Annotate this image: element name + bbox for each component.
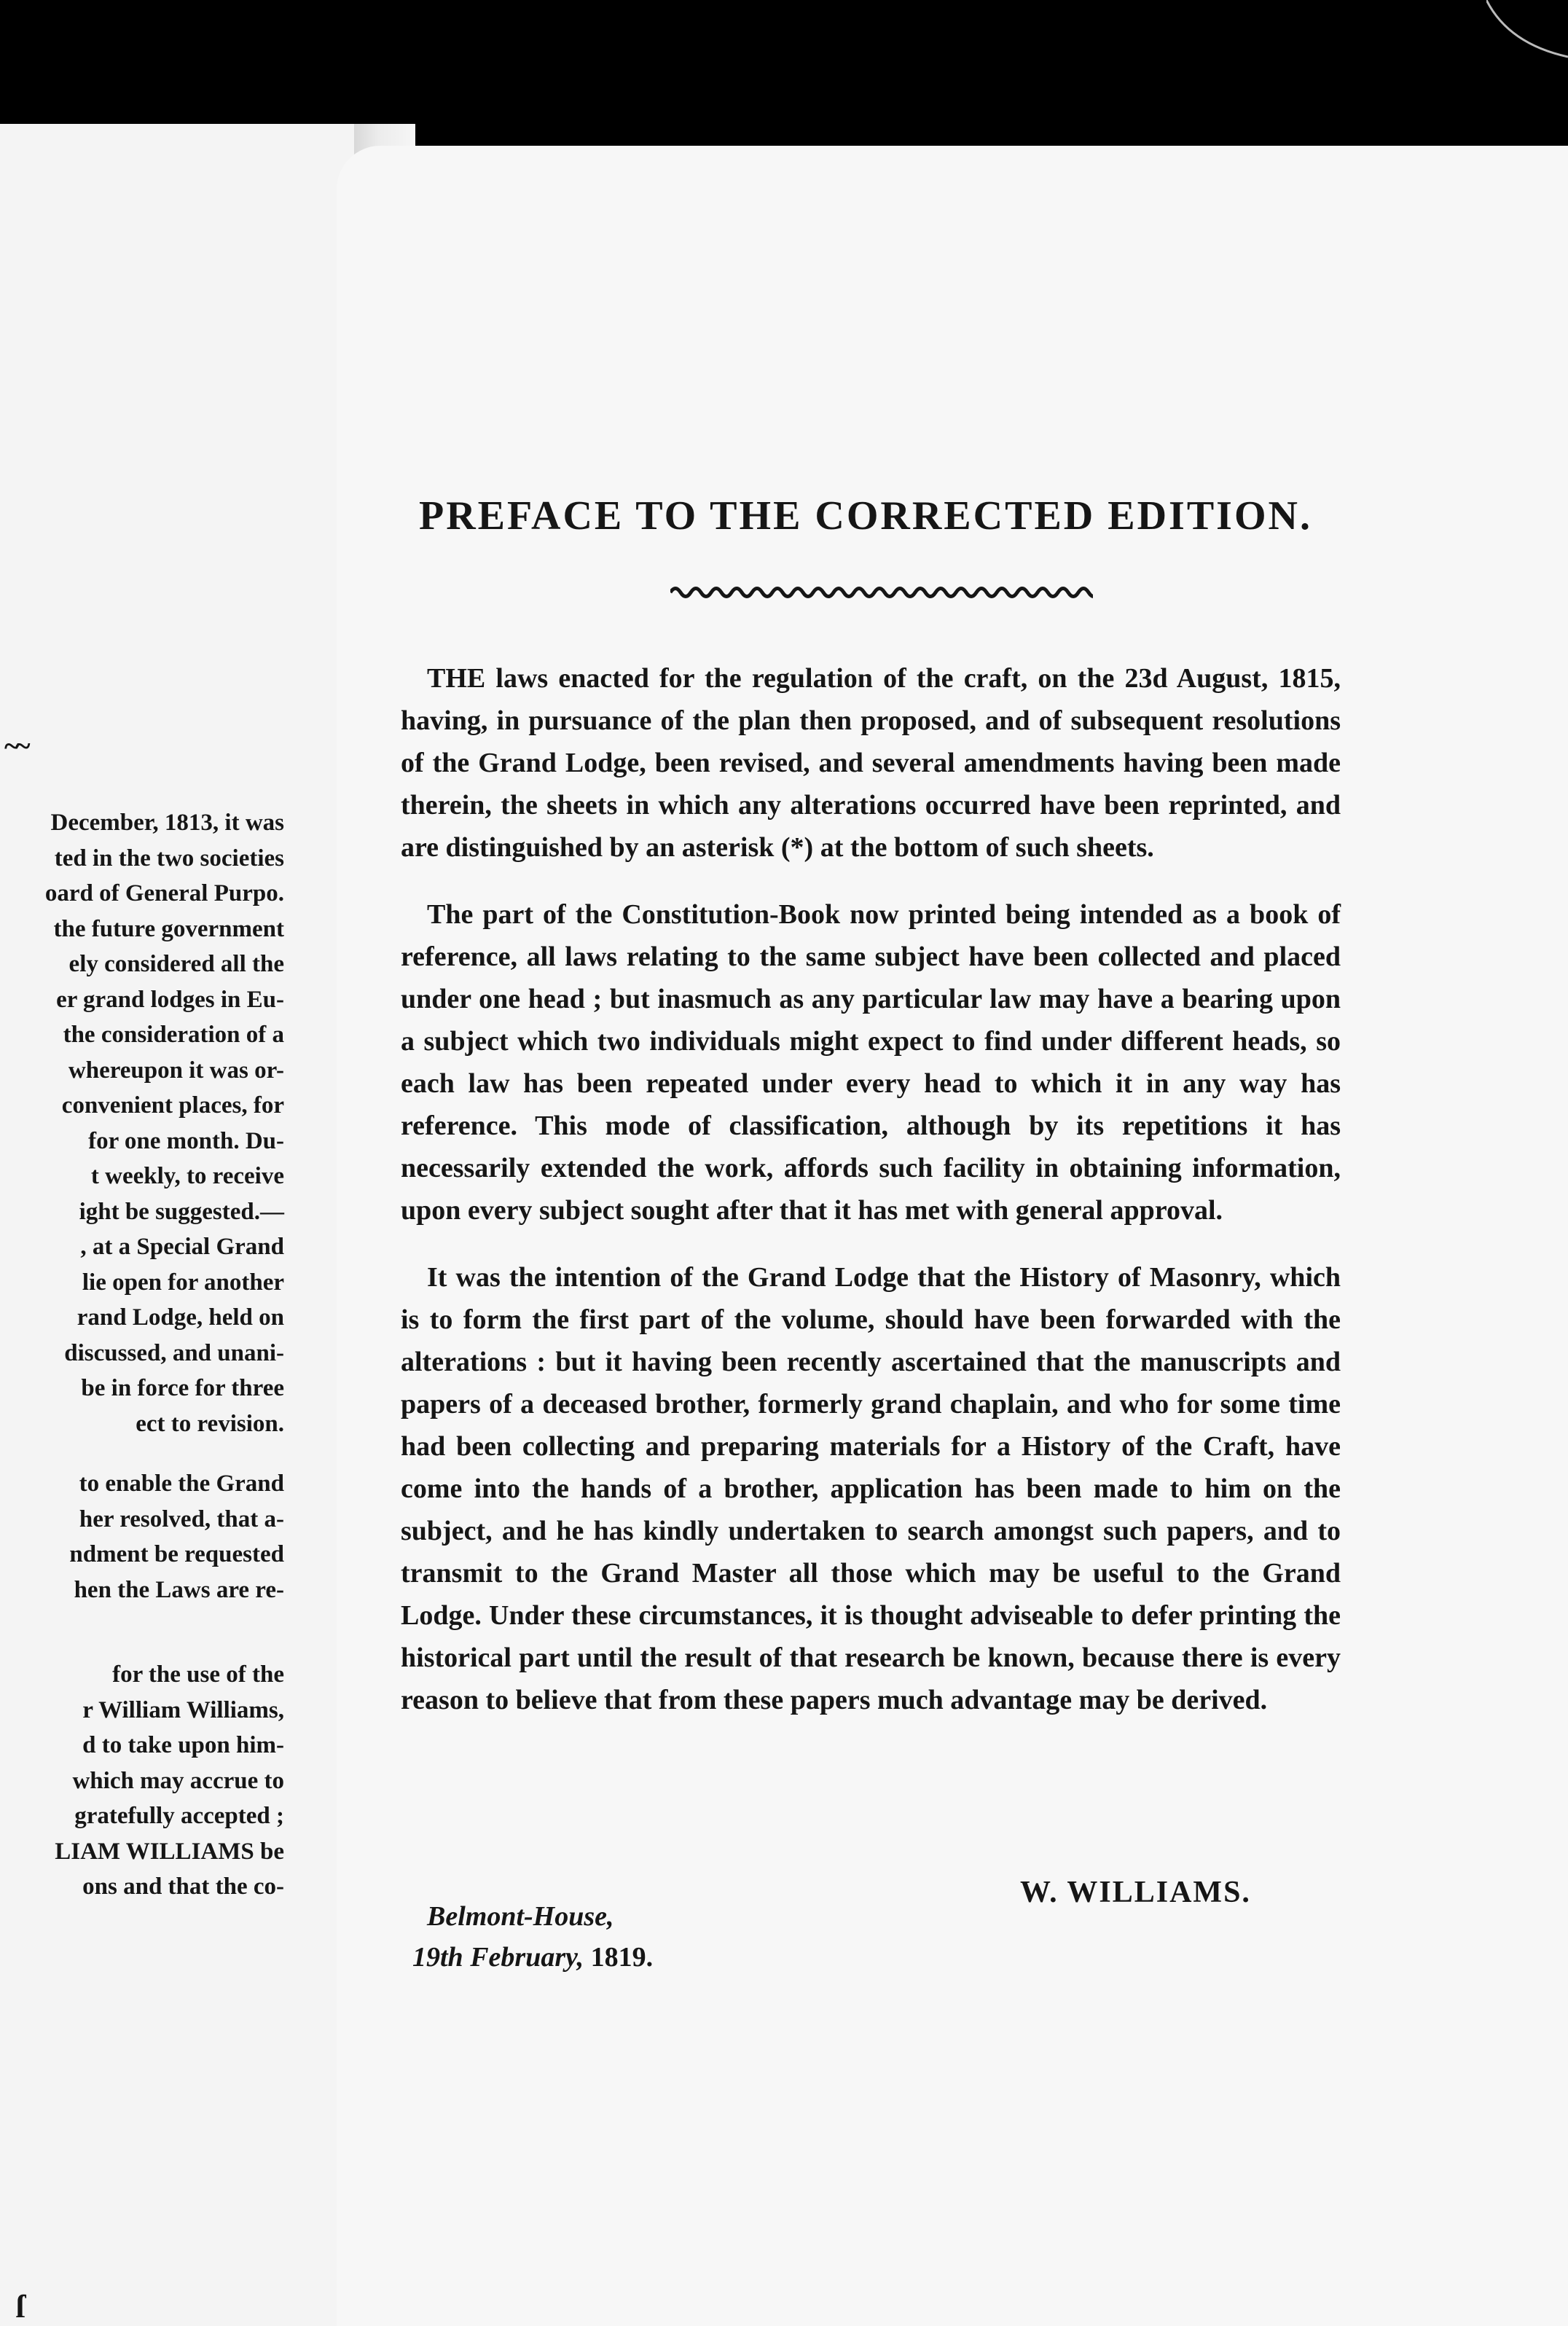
left-page-line: hen the Laws are re- (74, 1576, 284, 1603)
left-page-line: oard of General Purpo. (44, 880, 284, 906)
left-page-line: convenient places, for (61, 1092, 284, 1119)
left-page-text (0, 805, 284, 1905)
left-page-line: er grand lodges in Eu- (56, 986, 284, 1013)
left-page-line: ect to revision. (136, 1410, 284, 1437)
left-page-line: d to take upon him- (82, 1732, 284, 1758)
title-ornament (670, 583, 1093, 602)
page-title: PREFACE TO THE CORRECTED EDITION. (419, 493, 1312, 539)
corner-scan-artifact (1486, 0, 1568, 66)
left-page-line: to enable the Grand (79, 1471, 284, 1497)
preface-paragraph-3: It was the intention of the Grand Lodge that the History of Masonry, which is to form the first part of the volume, should have been forwarded with the alterations : but it having been recently ascertained that the manuscripts and papers of a deceased brother, formerly grand chaplain, and who for some time had been collecting and preparing materials for a History of the Craft, have come into the hands of a brother, application has been made to him on the subject, and he has kindly undertaken to search amongst such papers, and to transmit to the Grand Master all those which may be useful to the Grand Lodge. Under these circumstances, it is thought adviseable to defer printing the historical part until the result of that research be known, because there is every reason to believe that from these papers much advantage may be derived. (401, 1262, 1341, 1715)
left-page-line: whereupon it was or- (68, 1057, 284, 1084)
left-page-line: r William Williams, (82, 1696, 284, 1723)
left-page-line: , at a Special Grand (80, 1234, 284, 1260)
left-page-line: her resolved, that a- (79, 1505, 284, 1532)
left-page-line: t weekly, to receive (90, 1163, 284, 1189)
left-page-line: which may accrue to (72, 1767, 284, 1794)
left-page-line: December, 1813, it was (50, 810, 284, 836)
left-page-line: for the use of the (112, 1661, 284, 1688)
left-page-line: the future government (53, 915, 284, 942)
left-page-line: ted in the two societies (54, 845, 284, 872)
left-page-line: discussed, and unani- (64, 1339, 284, 1366)
left-page-bottom-mark: ſ (16, 2289, 26, 2325)
left-page-line: for one month. Du- (88, 1127, 284, 1154)
left-page-line: rand Lodge, held on (77, 1304, 284, 1331)
left-page-line: lie open for another (82, 1269, 284, 1296)
left-page-line: ons and that the co- (82, 1873, 284, 1900)
left-page-line (0, 1608, 284, 1632)
left-page-line: be in force for three (81, 1375, 284, 1401)
left-page (0, 124, 357, 2326)
preface-body (401, 657, 1341, 1746)
left-page-line (0, 1632, 284, 1657)
left-page-line: ndment be requested (69, 1541, 284, 1567)
left-page-line: the consideration of a (63, 1022, 284, 1048)
date-year: 1819. (584, 1942, 654, 1973)
left-page-line (0, 1441, 284, 1466)
left-page-line: LIAM WILLIAMS be (55, 1838, 284, 1865)
left-page-ornament: ~~ (4, 729, 26, 762)
preface-paragraph-2: The part of the Constitution-Book now printed being intended as a book of reference, all laws relating to the same subject have been collected and placed under one head ; but inasmuch as any particular law may have a bearing upon a subject which two individuals might expect to find under different heads, so each law has been repeated under every head to which it in any way has reference. This mode of classification, although by its repetitions it has necessarily extended the work, affords such facility in obtaining information, upon every subject sought after that it has met with general approval. (401, 899, 1341, 1226)
place-line: Belmont-House, (427, 1901, 614, 1932)
date-line (412, 1941, 653, 1973)
signature: W. WILLIAMS. (1020, 1876, 1251, 1909)
left-page-line: ight be suggested.— (79, 1198, 284, 1225)
preface-paragraph-1: THE laws enacted for the regulation of the craft, on the 23d August, 1815, having, in pursuance of the plan then proposed, and of subsequent resolutions of the Grand Lodge, been revised, and several amendments having been made therein, the sheets in which any alterations occurred have been reprinted, and are distinguished by an asterisk (*) at the bottom of such sheets. (401, 663, 1341, 863)
left-page-line: gratefully accepted ; (74, 1803, 284, 1829)
date-day: 19th February, (412, 1942, 584, 1973)
left-page-line: ely considered all the (68, 951, 284, 977)
